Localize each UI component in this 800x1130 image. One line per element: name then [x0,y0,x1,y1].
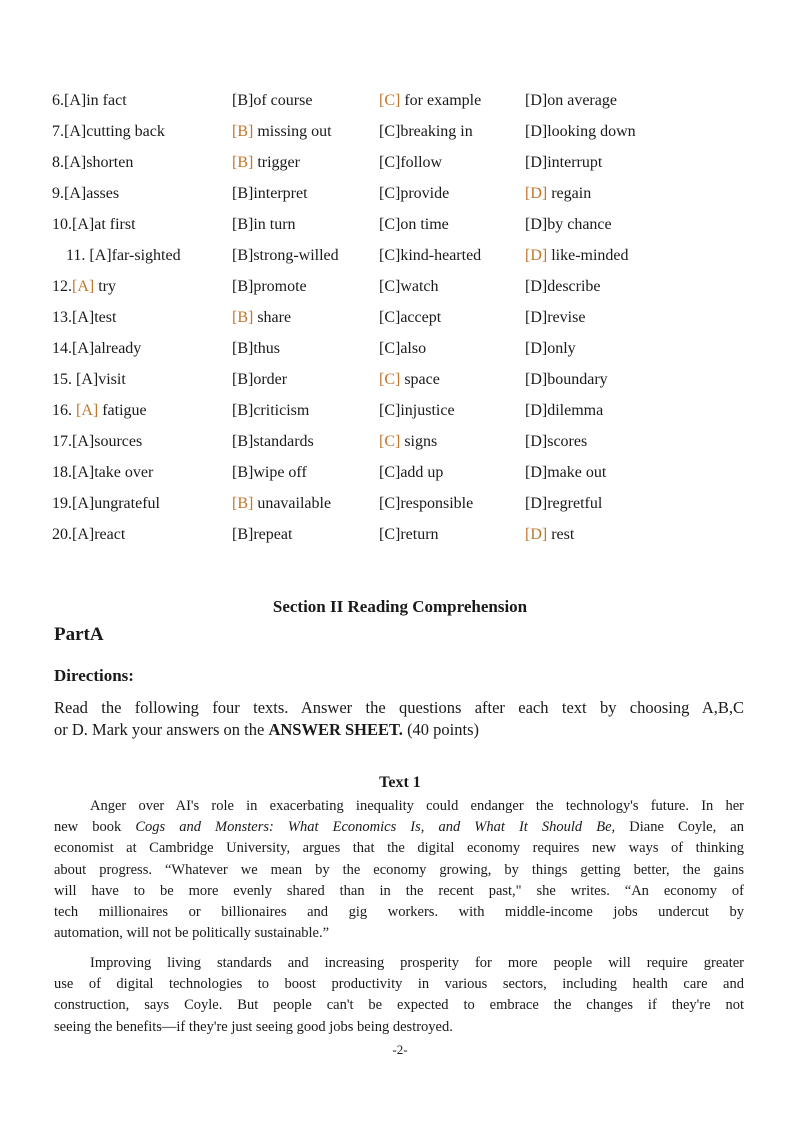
answer-marker: [C] [379,92,401,109]
option-b: [B]of course [232,92,313,109]
option-a [52,464,153,482]
option-row [52,241,752,272]
directions-label: Directions: [54,666,134,685]
option-b: [B] trigger [232,154,300,171]
option-d: [D]regretful [525,495,603,512]
option-row [52,334,752,365]
question-number: 20. [52,526,72,543]
option-a-text: [A]shorten [64,154,134,171]
option-a-text: [A]ungrateful [72,495,160,512]
option-a-text: [A]take over [72,464,154,481]
option-a [52,402,147,420]
question-number: 14. [52,340,72,357]
option-row [52,427,752,458]
option-a [52,154,133,172]
option-row [52,396,752,427]
option-c: [C]kind-hearted [379,247,482,264]
paragraph-line: automation, will not be politically sustainable.” [54,925,330,942]
option-b: [B]promote [232,278,307,295]
option-row [52,489,752,520]
option-d: [D]interrupt [525,154,603,171]
option-b: [B]order [232,371,288,388]
page-number: -2- [392,1042,408,1057]
directions-text [54,697,744,741]
question-number: 11. [66,247,90,264]
option-d: [D] rest [525,526,575,543]
answer-marker: [B] [232,154,254,171]
option-a [52,216,136,234]
option-a-text: [A]react [72,526,126,543]
option-a-text: [A]cutting back [64,123,165,140]
answer-marker: [B] [232,309,254,326]
option-c: [C]provide [379,185,450,202]
option-a [66,247,181,265]
answer-marker: [D] [525,247,548,264]
option-a [52,340,141,358]
option-d: [D]describe [525,278,601,295]
option-d: [D]on average [525,92,617,109]
option-c: [C]on time [379,216,449,233]
option-c: [C]follow [379,154,443,171]
option-a [52,433,142,451]
question-number: 15. [52,371,76,388]
directions-line-2 [54,719,744,741]
answer-marker: [B] [232,123,254,140]
answer-options-list [52,86,752,551]
paragraph-line: new book Cogs and Monsters: What Economics Is, and What It Should Be, Diane Coyle, an [54,819,744,836]
option-b: [B] missing out [232,123,332,140]
paragraph-line: Improving living standards and increasing prosperity for more people will require greater [90,955,744,971]
option-b: [B]repeat [232,526,293,543]
option-row [52,117,752,148]
option-b: [B]interpret [232,185,308,202]
option-c: [C] signs [379,433,438,450]
paragraph-line: will have to be more evenly shared than in the recent past," she writes. “An economy of [54,882,744,899]
option-c: [C]watch [379,278,439,295]
option-row [52,520,752,551]
question-number: 18. [52,464,72,481]
option-b: [B]standards [232,433,314,450]
answer-marker: [A] [72,278,95,295]
option-b: [B]in turn [232,216,296,233]
paragraph-line: Anger over AI's role in exacerbating inequality could endanger the technology's future. In her [90,798,744,814]
option-row [52,365,752,396]
option-c: [C] for example [379,92,482,109]
option-a-text: [A]visit [76,371,126,388]
text-1-title: Text 1 [379,774,421,791]
option-a [52,123,165,141]
question-number: 10. [52,216,72,233]
paragraph-line: construction, says Coyle. But people can't be expected to embrace the changes if they're not [54,997,744,1014]
option-d: [D] regain [525,185,592,202]
option-a [52,309,116,327]
text-1-paragraph-1 [54,796,744,944]
option-a-text: [A]at first [72,216,136,233]
option-a [52,495,160,513]
option-a [52,526,125,544]
option-b: [B]criticism [232,402,310,419]
option-row [52,86,752,117]
option-c: [C]add up [379,464,444,481]
option-a-text: [A]test [72,309,117,326]
question-number: 6. [52,92,64,109]
question-number: 17. [52,433,72,450]
option-b: [B]strong-willed [232,247,339,264]
directions-line-1: Read the following four texts. Answer the questions after each text by choosing A,B,C [54,698,744,717]
paragraph-line: about progress. “Whatever we mean by the economy growing, by things getting better, the gains [54,861,744,878]
option-b: [B]thus [232,340,280,357]
answer-sheet-emphasis: ANSWER SHEET. [268,720,403,739]
option-d: [D]scores [525,433,588,450]
option-a-text: [A]in fact [64,92,127,109]
option-a [52,92,127,110]
option-a-text: [A]far-sighted [89,247,181,264]
answer-marker: [C] [379,371,401,388]
option-c: [C]breaking in [379,123,473,140]
question-number: 8. [52,154,64,171]
option-c: [C]return [379,526,439,543]
option-a [52,371,126,389]
paragraph-line: seeing the benefits—if they're just seeing good jobs being destroyed. [54,1018,453,1035]
question-number: 13. [52,309,72,326]
question-number: 9. [52,185,64,202]
book-title: Cogs and Monsters: What Economics Is, and What It Should Be, [135,819,616,836]
option-row [52,272,752,303]
option-a [52,185,119,203]
option-a-text: [A]already [72,340,142,357]
option-a [52,278,116,296]
text-1-paragraph-2 [54,953,744,1038]
option-c: [C] space [379,371,440,388]
option-a-text: [A]sources [72,433,143,450]
question-number: 7. [52,123,64,140]
paragraph-line: economist at Cambridge University, argues that the digital economy requires new ways of thinking [54,840,744,857]
option-a-text: [A] try [72,278,116,295]
answer-marker: [A] [76,402,99,419]
answer-marker: [D] [525,185,548,202]
section-title: Section II Reading Comprehension [272,597,528,616]
answer-marker: [C] [379,433,401,450]
directions-points: (40 points) [402,720,480,739]
paragraph-line: tech millionaires or billionaires and gig workers. with middle-income jobs undercut by [54,904,744,921]
option-c: [C]accept [379,309,442,326]
option-d: [D]only [525,340,576,357]
option-row [52,458,752,489]
option-d: [D]boundary [525,371,608,388]
paragraph-line: use of digital technologies to boost productivity in various sectors, including health care and [54,976,744,993]
option-d: [D]looking down [525,123,636,140]
option-row [52,179,752,210]
option-d: [D] like-minded [525,247,629,264]
option-c: [C]also [379,340,427,357]
option-c: [C]responsible [379,495,474,512]
option-d: [D]by chance [525,216,612,233]
question-number: 19. [52,495,72,512]
option-b: [B]wipe off [232,464,307,481]
option-d: [D]revise [525,309,586,326]
question-number: 12. [52,278,72,295]
option-row [52,210,752,241]
option-a-text: [A]asses [64,185,120,202]
directions-line-2-start: or D. Mark your answers on the [54,720,269,739]
option-b: [B] share [232,309,292,326]
part-heading: PartA [54,624,104,645]
answer-marker: [D] [525,526,548,543]
question-number: 16. [52,402,76,419]
option-d: [D]make out [525,464,607,481]
option-b: [B] unavailable [232,495,332,512]
option-d: [D]dilemma [525,402,604,419]
answer-marker: [B] [232,495,254,512]
option-row [52,148,752,179]
option-row [52,303,752,334]
option-a-text: [A] fatigue [76,402,147,419]
option-c: [C]injustice [379,402,455,419]
